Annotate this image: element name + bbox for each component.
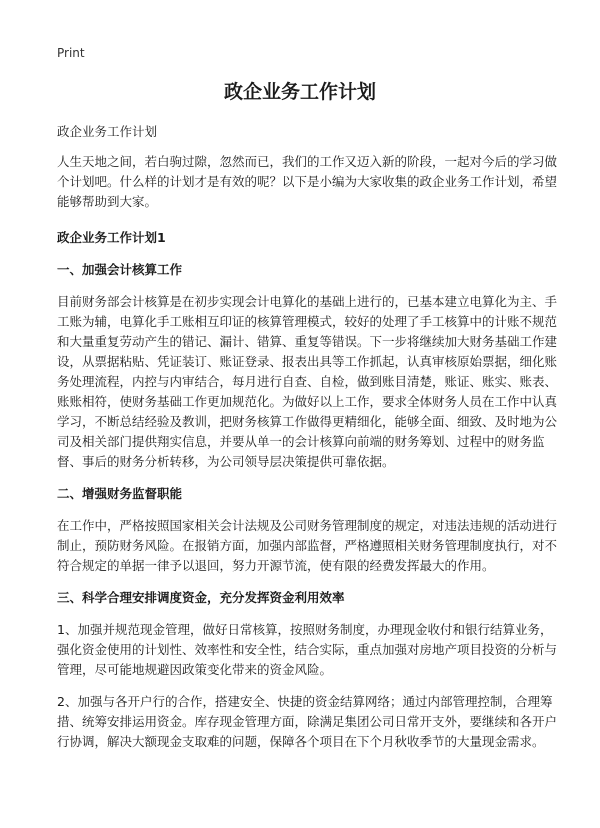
section-paragraph: 目前财务部会计核算是在初步实现会计电算化的基础上进行的，已基本建立电算化为主、手工账为辅，电算化手工账相互印证的核算管理模式，较好的处理了手工核算中的计账不规范和大量重复劳动产生的错记、漏计、错算、重复等错误。下一步将继续加大财务基础工作建设，从票据粘贴、凭证装订、账证登录、报表出具等工作抓起，认真审核原始票据，细化账务处理流程，内控与内审结合，每月进行自查、自检，做到账目清楚，账证、账实、账表、账账相符，使财务基础工作更加规范化。为做好以上工作，要求全体财务人员在工作中认真学习，不断总结经验及教训，把财务核算工作做得更精细化，能够全面、细致、及时地为公司及相关部门提供翔实信息，并要从单一的会计核算向前端的财务筹划、过程中的财务监督、事后的财务分析转移，为公司领导层决策提供可靠依据。 (57, 294, 558, 469)
section-supervision (57, 484, 562, 576)
document-subtitle: 政企业务工作计划 (57, 124, 158, 139)
plan-heading: 政企业务工作计划1 (57, 230, 166, 245)
section-heading: 一、加强会计核算工作 (57, 262, 183, 277)
section-heading: 二、增强财务监督职能 (57, 486, 183, 501)
section-funds (57, 588, 562, 752)
document-content (57, 122, 562, 764)
section-paragraph: 在工作中，严格按照国家相关会计法规及公司财务管理制度的规定，对违法违规的活动进行制止，预防财务风险。在报销方面，加强内部监督，严格遵照相关财务管理制度执行，对不符合规定的单据一律予以退回，努力开源节流，使有限的经费发挥最大的作用。 (57, 518, 558, 573)
intro-paragraph: 人生天地之间，若白驹过隙，忽然而已，我们的工作又迈入新的阶段，一起对今后的学习做个计划吧。什么样的计划才是有效的呢？以下是小编为大家收集的政企业务工作计划，希望能够帮助到大家。 (57, 154, 558, 209)
section-heading: 三、科学合理安排调度资金，充分发挥资金利用效率 (57, 590, 345, 605)
list-item: 2、加强与各开户行的合作，搭建安全、快捷的资金结算网络；通过内部管理控制，合理筹措、统筹安排运用资金。库存现金管理方面，除满足集团公司日常开支外，要继续和各开户行协调，解决大额现金支取难的问题，保障各个项目在下个月秋收季节的大量现金需求。 (57, 694, 558, 749)
list-item: 1、加强并规范现金管理，做好日常核算，按照财务制度，办理现金收付和银行结算业务，强化资金使用的计划性、效率性和安全性，结合实际，重点加强对房地产项目投资的分析与管理，尽可能地规避因政策变化带来的资金风险。 (57, 622, 558, 677)
document-title: 政企业务工作计划 (223, 81, 376, 103)
section-accounting (57, 260, 562, 472)
print-link[interactable]: Print (57, 46, 85, 60)
